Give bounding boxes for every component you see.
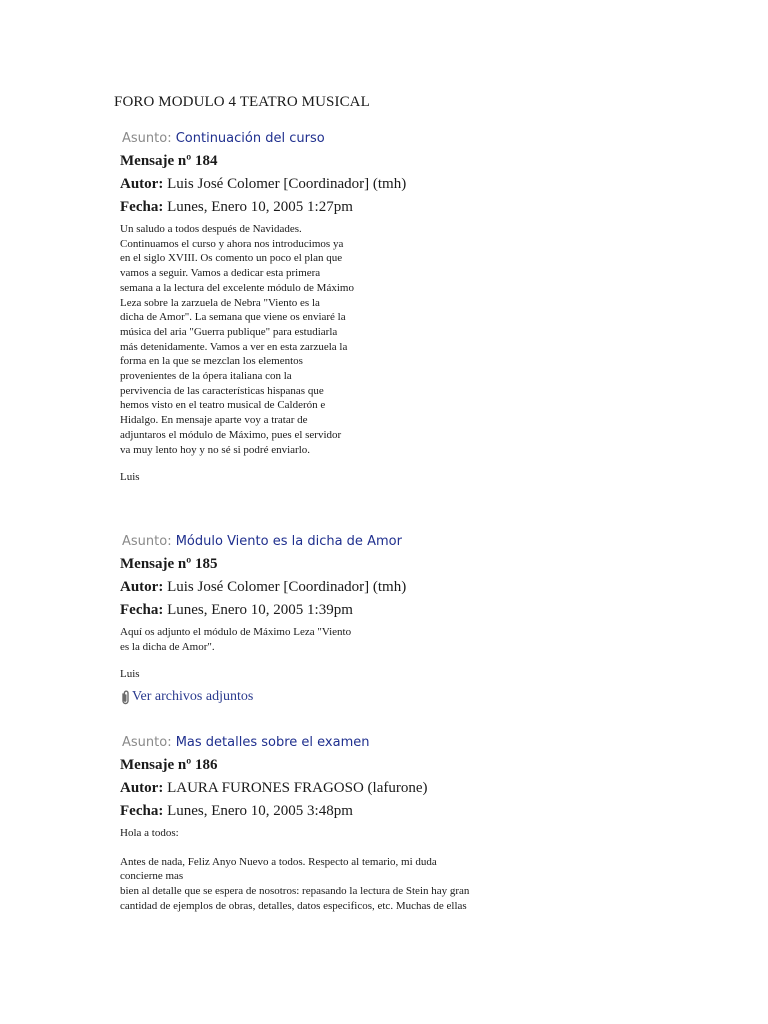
forum-post bbox=[120, 131, 540, 483]
date-value: Lunes, Enero 10, 2005 3:48pm bbox=[167, 803, 353, 819]
body-line: más detenidamente. Vamos a ver en esta zarzuela la bbox=[120, 340, 348, 353]
subject-value: Módulo Viento es la dicha de Amor bbox=[175, 534, 402, 549]
body-line: Un saludo a todos después de Navidades. bbox=[120, 223, 302, 235]
message-number bbox=[120, 757, 540, 774]
body-line: adjuntaros el módulo de Máximo, pues el servidor bbox=[120, 428, 342, 441]
post-body bbox=[120, 855, 540, 914]
post-subject bbox=[122, 735, 540, 750]
date-label: Fecha: bbox=[120, 602, 164, 618]
body-line: música del aria "Guerra publique" para estudiarla bbox=[120, 325, 338, 338]
body-line: en el siglo XVIII. Os comento un poco el plan que bbox=[120, 252, 343, 265]
subject-label: Asunto: bbox=[122, 534, 172, 549]
message-number-value: 186 bbox=[194, 757, 218, 773]
post-author bbox=[120, 579, 540, 596]
body-line: semana a la lectura del excelente módulo de Máximo bbox=[120, 281, 354, 294]
message-number-value: 184 bbox=[194, 153, 218, 169]
body-line: vamos a seguir. Vamos a dedicar esta primera bbox=[120, 267, 321, 280]
post-author bbox=[120, 176, 540, 193]
body-line: Continuamos el curso y ahora nos introducimos ya bbox=[120, 237, 344, 250]
post-date bbox=[120, 199, 540, 216]
subject-label: Asunto: bbox=[122, 735, 172, 750]
body-line: cantidad de ejemplos de obras, detalles, datos especificos, etc. Muchas de ellas bbox=[120, 899, 467, 912]
author-label: Autor: bbox=[120, 579, 164, 595]
date-label: Fecha: bbox=[120, 803, 164, 819]
body-line: provenientes de la ópera italiana con la bbox=[120, 370, 292, 383]
message-number-value: 185 bbox=[194, 556, 218, 572]
body-line: Leza sobre la zarzuela de Nebra "Viento es la bbox=[120, 296, 320, 309]
author-value: LAURA FURONES FRAGOSO (lafurone) bbox=[167, 780, 428, 796]
date-value: Lunes, Enero 10, 2005 1:39pm bbox=[167, 602, 353, 618]
subject-value: Mas detalles sobre el examen bbox=[175, 735, 370, 750]
post-signature: Luis bbox=[120, 668, 140, 681]
paperclip-icon bbox=[120, 689, 131, 705]
body-line: Aquí os adjunto el módulo de Máximo Leza "Viento bbox=[120, 626, 352, 638]
post-greeting: Hola a todos: bbox=[120, 827, 179, 839]
date-value: Lunes, Enero 10, 2005 1:27pm bbox=[167, 199, 353, 215]
message-number bbox=[120, 153, 540, 170]
post-subject bbox=[122, 131, 540, 146]
post-signature: Luis bbox=[120, 471, 140, 484]
forum-post bbox=[120, 534, 540, 705]
body-line: Antes de nada, Feliz Anyo Nuevo a todos. Respecto al temario, mi duda bbox=[120, 855, 437, 868]
post-body bbox=[120, 222, 540, 457]
date-label: Fecha: bbox=[120, 199, 164, 215]
body-line: pervivencia de las características hispanas que bbox=[120, 384, 324, 397]
message-number bbox=[120, 556, 540, 573]
attachments-link-label[interactable]: Ver archivos adjuntos bbox=[132, 689, 254, 705]
message-label: Mensaje nº bbox=[120, 153, 192, 169]
post-date bbox=[120, 803, 540, 820]
body-line: Hidalgo. En mensaje aparte voy a tratar de bbox=[120, 414, 308, 427]
document-title: FORO MODULO 4 TEATRO MUSICAL bbox=[114, 94, 370, 110]
post-author bbox=[120, 780, 540, 797]
author-value: Luis José Colomer [Coordinador] (tmh) bbox=[167, 176, 407, 192]
author-value: Luis José Colomer [Coordinador] (tmh) bbox=[167, 579, 407, 595]
forum-post bbox=[120, 735, 540, 914]
attachments-link[interactable] bbox=[120, 689, 540, 705]
subject-label: Asunto: bbox=[122, 131, 172, 146]
author-label: Autor: bbox=[120, 176, 164, 192]
body-line: bien al detalle que se espera de nosotros: repasando la lectura de Stein hay gran bbox=[120, 885, 470, 898]
body-line: forma en la que se mezclan los elementos bbox=[120, 355, 303, 368]
body-line: es la dicha de Amor". bbox=[120, 640, 215, 653]
post-body bbox=[120, 625, 540, 654]
author-label: Autor: bbox=[120, 780, 164, 796]
body-line: hemos visto en el teatro musical de Calderón e bbox=[120, 399, 326, 412]
body-line: va muy lento hoy y no sé si podré enviarlo. bbox=[120, 443, 311, 456]
post-date bbox=[120, 602, 540, 619]
subject-value: Continuación del curso bbox=[175, 131, 325, 146]
body-line: concierne mas bbox=[120, 870, 184, 883]
body-line: dicha de Amor". La semana que viene os enviaré la bbox=[120, 311, 346, 324]
message-label: Mensaje nº bbox=[120, 556, 192, 572]
post-subject bbox=[122, 534, 540, 549]
message-label: Mensaje nº bbox=[120, 757, 192, 773]
